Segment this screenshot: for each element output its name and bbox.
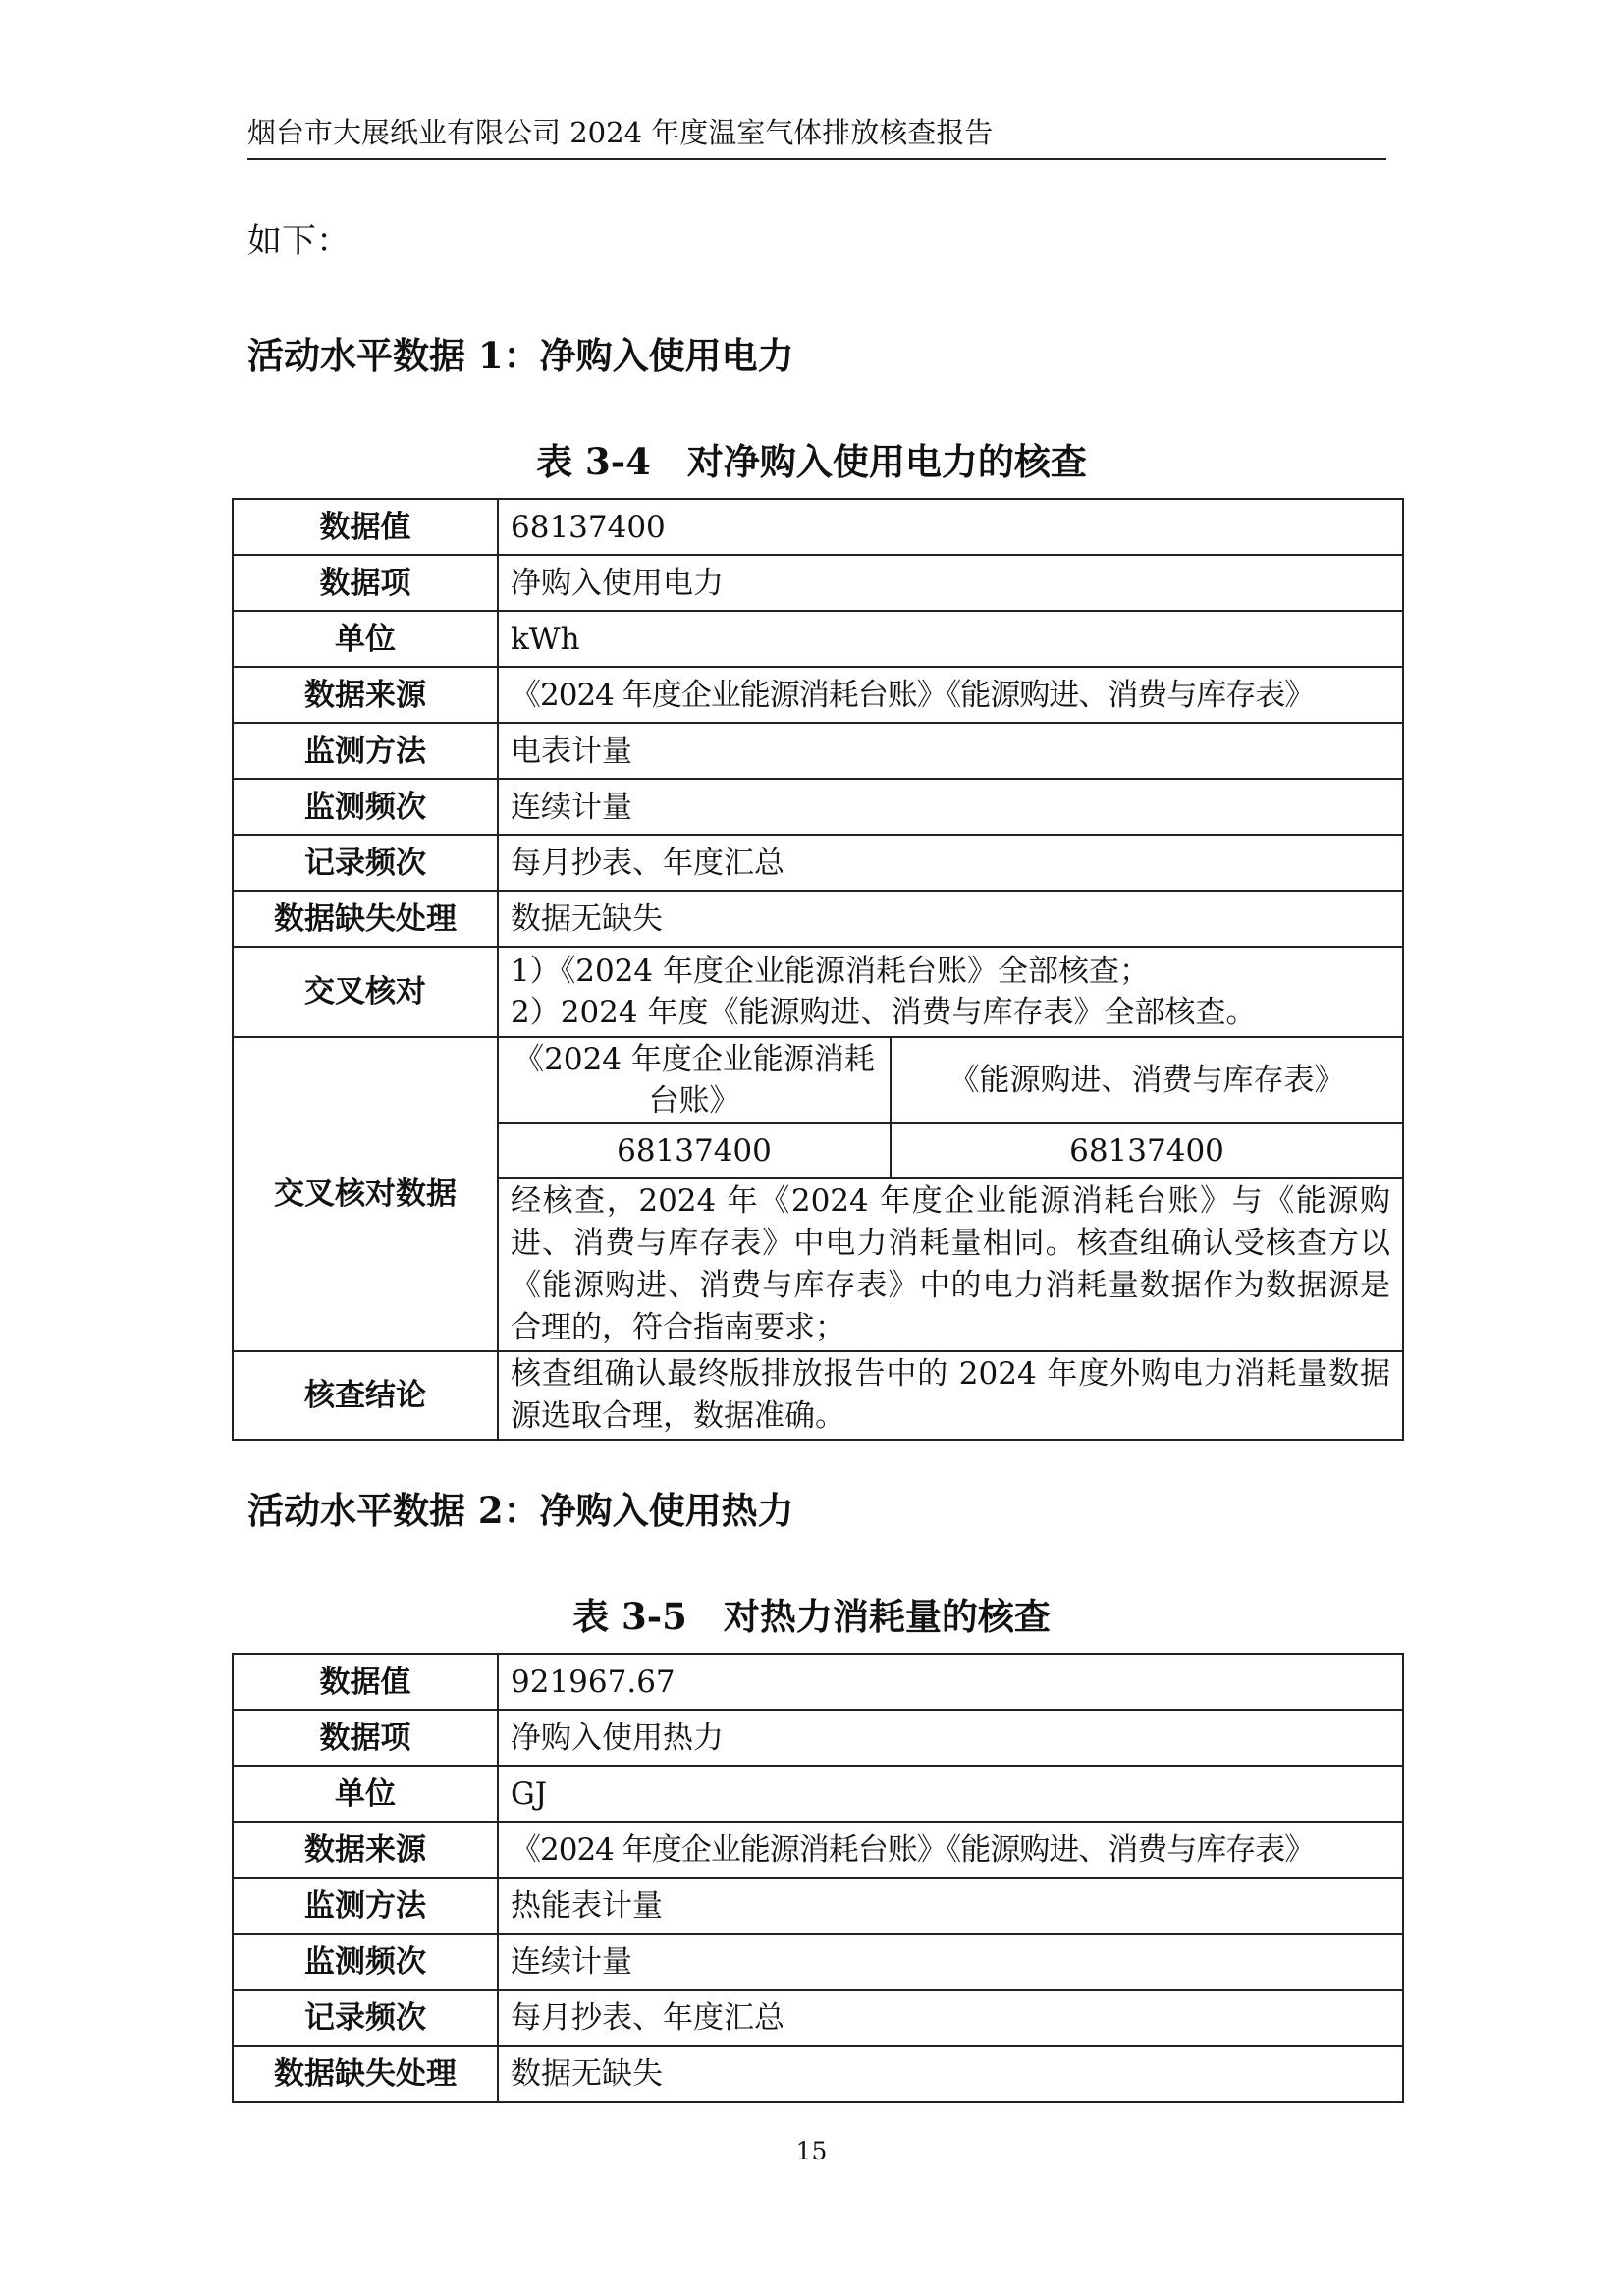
- table-row: [233, 1351, 1403, 1440]
- table-row: [233, 1654, 1403, 1710]
- cross-data-col1-value: 68137400: [498, 1123, 891, 1178]
- table-row: [233, 779, 1403, 835]
- table-row: [233, 1878, 1403, 1934]
- table-row: [233, 723, 1403, 779]
- table-3-4-caption: 表 3-4 对净购入使用电力的核查: [536, 440, 1087, 483]
- row-value: 净购入使用电力: [498, 555, 1403, 611]
- table-row: [233, 891, 1403, 947]
- cross-data-col2-header: 《能源购进、消费与库存表》: [891, 1037, 1403, 1123]
- row-value: 《2024 年度企业能源消耗台账》《能源购进、消费与库存表》: [498, 667, 1403, 723]
- row-value: 连续计量: [498, 1934, 1403, 1990]
- table-row: [233, 1037, 1403, 1123]
- row-label: 数据项: [233, 555, 498, 611]
- row-label: 单位: [233, 611, 498, 667]
- cross-check-line: 1）《2024 年度企业能源消耗台账》全部核查；: [511, 954, 1150, 989]
- row-label: 数据项: [233, 1710, 498, 1766]
- table-3-5: [232, 1653, 1404, 2103]
- row-label: 记录频次: [233, 835, 498, 891]
- cross-data-note: 经核查，2024 年《2024 年度企业能源消耗台账》与《能源购进、消费与库存表》中电力消耗量相同。核查组确认受核查方以《能源购进、消费与库存表》中的电力消耗量数据作为数据源是合理的，符合指南要求；: [498, 1178, 1403, 1351]
- row-value: 每月抄表、年度汇总: [498, 835, 1403, 891]
- row-value: 数据无缺失: [498, 891, 1403, 947]
- row-value: 热能表计量: [498, 1878, 1403, 1934]
- cross-data-col2-value: 68137400: [891, 1123, 1403, 1178]
- page-number: 15: [795, 2137, 828, 2165]
- table-row: [233, 611, 1403, 667]
- row-value: 净购入使用热力: [498, 1710, 1403, 1766]
- table-row: [233, 1990, 1403, 2046]
- row-value: 每月抄表、年度汇总: [498, 1990, 1403, 2046]
- row-value: 连续计量: [498, 779, 1403, 835]
- section1-heading: 活动水平数据 1：净购入使用电力: [247, 334, 794, 377]
- table-row: [233, 1822, 1403, 1878]
- row-value: 电表计量: [498, 723, 1403, 779]
- row-label: 数据缺失处理: [233, 891, 498, 947]
- table-row: [233, 2046, 1403, 2102]
- cross-check-line: 2）2024 年度《能源购进、消费与库存表》全部核查。: [511, 995, 1257, 1030]
- cross-check-label: 交叉核对: [233, 947, 498, 1037]
- table-3-5-caption: 表 3-5 对热力消耗量的核查: [572, 1595, 1051, 1638]
- row-label: 数据来源: [233, 667, 498, 723]
- table-row: [233, 947, 1403, 1037]
- row-label: 监测频次: [233, 1934, 498, 1990]
- row-label: 数据来源: [233, 1822, 498, 1878]
- conclusion-value: 核查组确认最终版排放报告中的 2024 年度外购电力消耗量数据源选取合理，数据准确。: [498, 1351, 1403, 1440]
- table-row: [233, 1934, 1403, 1990]
- row-label: 监测方法: [233, 723, 498, 779]
- cross-check-value: [498, 947, 1403, 1037]
- row-value: 《2024 年度企业能源消耗台账》《能源购进、消费与库存表》: [498, 1822, 1403, 1878]
- table-row: [233, 555, 1403, 611]
- running-header: 烟台市大展纸业有限公司 2024 年度温室气体排放核查报告: [247, 116, 1386, 160]
- row-value: 数据无缺失: [498, 2046, 1403, 2102]
- cross-data-label: 交叉核对数据: [233, 1037, 498, 1351]
- row-label: 记录频次: [233, 1990, 498, 2046]
- row-value: kWh: [498, 611, 1403, 667]
- table-row: [233, 667, 1403, 723]
- row-value: 68137400: [498, 499, 1403, 555]
- section2-heading: 活动水平数据 2：净购入使用热力: [247, 1489, 794, 1532]
- row-label: 数据缺失处理: [233, 2046, 498, 2102]
- row-label: 数据值: [233, 1654, 498, 1710]
- table-row: [233, 1766, 1403, 1822]
- table-row: [233, 1710, 1403, 1766]
- cross-data-col1-header: 《2024 年度企业能源消耗台账》: [498, 1037, 891, 1123]
- conclusion-label: 核查结论: [233, 1351, 498, 1440]
- row-label: 数据值: [233, 499, 498, 555]
- row-label: 监测频次: [233, 779, 498, 835]
- row-label: 单位: [233, 1766, 498, 1822]
- intro-text: 如下：: [247, 222, 352, 261]
- row-value: GJ: [498, 1766, 1403, 1822]
- table-row: [233, 835, 1403, 891]
- row-label: 监测方法: [233, 1878, 498, 1934]
- table-3-4: [232, 498, 1404, 1441]
- table-row: [233, 499, 1403, 555]
- row-value: 921967.67: [498, 1654, 1403, 1710]
